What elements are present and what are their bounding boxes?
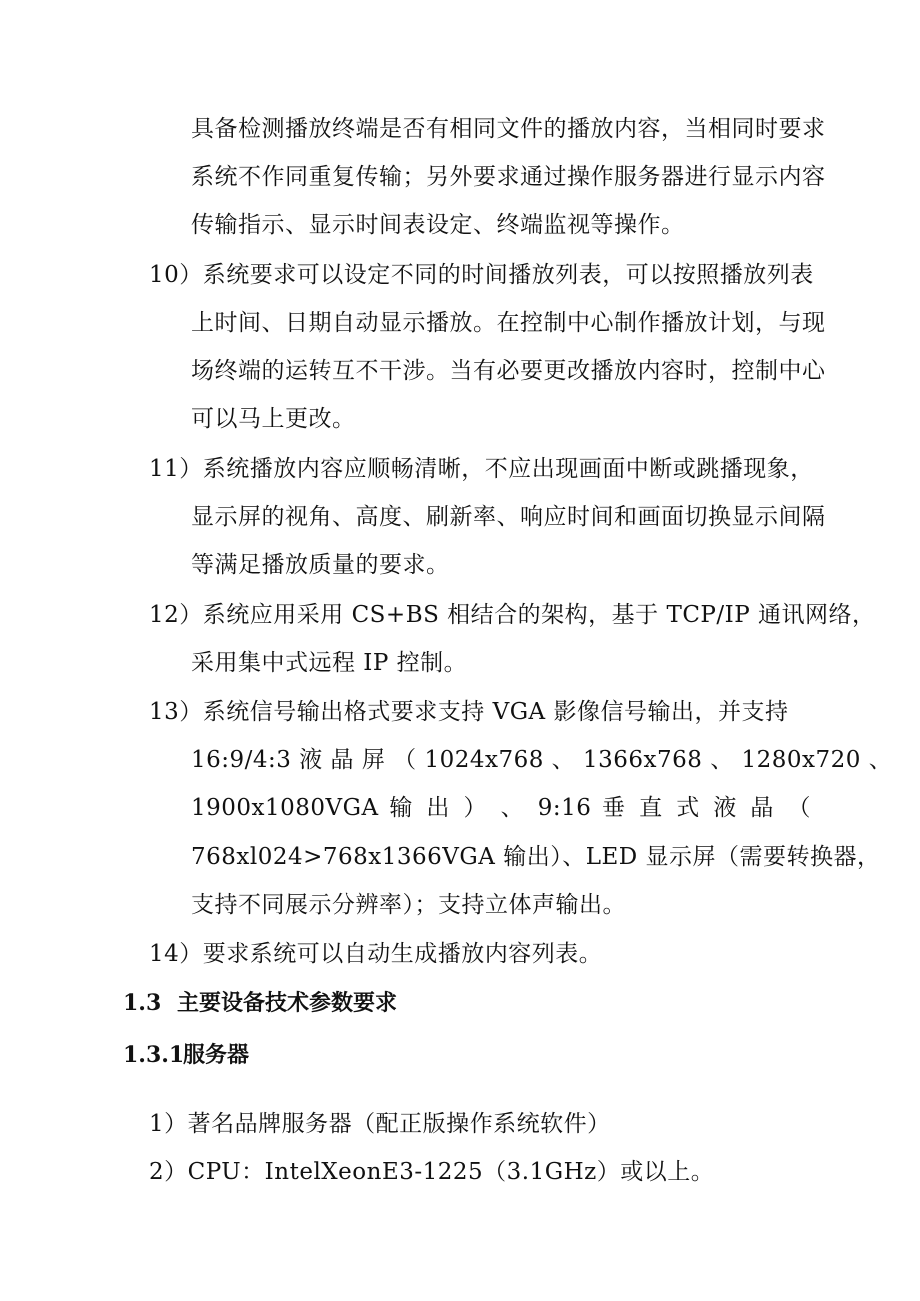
subsection-number: 1.3.1	[123, 1042, 185, 1068]
paragraph-11-line-2: 显示屏的视角、高度、刷新率、响应时间和画面切换显示间隔	[191, 504, 826, 530]
server-item-2: 2）CPU：IntelXeonE3-1225（3.1GHz）或以上。	[149, 1159, 715, 1185]
section-heading-1-3-1	[123, 1040, 249, 1070]
section-heading-1-3	[123, 988, 397, 1018]
paragraph-13-line-3: 1900x1080VGA 输 出 ） 、 9:16 垂 直 式 液 晶 （	[191, 795, 811, 821]
paragraph-9-line-1: 具备检测播放终端是否有相同文件的播放内容，当相同时要求	[191, 116, 826, 142]
paragraph-13-line-5: 支持不同展示分辨率）；支持立体声输出。	[191, 892, 626, 918]
paragraph-13-line-2: 16:9/4:3 液 晶 屏 （ 1024x768 、 1366x768 、 1280x720 、	[191, 747, 893, 773]
paragraph-10-line-4: 可以马上更改。	[191, 406, 356, 432]
paragraph-12-line-1: 12）系统应用采用 CS+BS 相结合的架构，基于 TCP/IP 通讯网络，	[149, 602, 876, 628]
paragraph-10-line-1: 10）系统要求可以设定不同的时间播放列表，可以按照播放列表	[149, 262, 814, 288]
section-number: 1.3	[123, 990, 162, 1016]
paragraph-10-line-2: 上时间、日期自动显示播放。在控制中心制作播放计划，与现	[191, 310, 826, 336]
section-title: 主要设备技术参数要求	[177, 990, 398, 1016]
paragraph-13-line-4: 768xl024>768x1366VGA 输出）、LED 显示屏（需要转换器，	[191, 844, 881, 870]
paragraph-11-line-1: 11）系统播放内容应顺畅清晰，不应出现画面中断或跳播现象，	[149, 456, 814, 482]
paragraph-13-line-1: 13）系统信号输出格式要求支持 VGA 影像信号输出，并支持	[149, 699, 789, 725]
paragraph-14-line-1: 14）要求系统可以自动生成播放内容列表。	[149, 941, 603, 967]
server-item-1: 1）著名品牌服务器（配正版操作系统软件）	[149, 1111, 611, 1137]
paragraph-10-line-3: 场终端的运转互不干涉。当有必要更改播放内容时，控制中心	[191, 358, 826, 384]
subsection-title: 服务器	[183, 1042, 250, 1068]
paragraph-9-line-2: 系统不作同重复传输；另外要求通过操作服务器进行显示内容	[191, 164, 826, 190]
paragraph-9-line-3: 传输指示、显示时间表设定、终端监视等操作。	[191, 212, 685, 238]
paragraph-12-line-2: 采用集中式远程 IP 控制。	[191, 650, 468, 676]
paragraph-11-line-3: 等满足播放质量的要求。	[191, 552, 450, 578]
